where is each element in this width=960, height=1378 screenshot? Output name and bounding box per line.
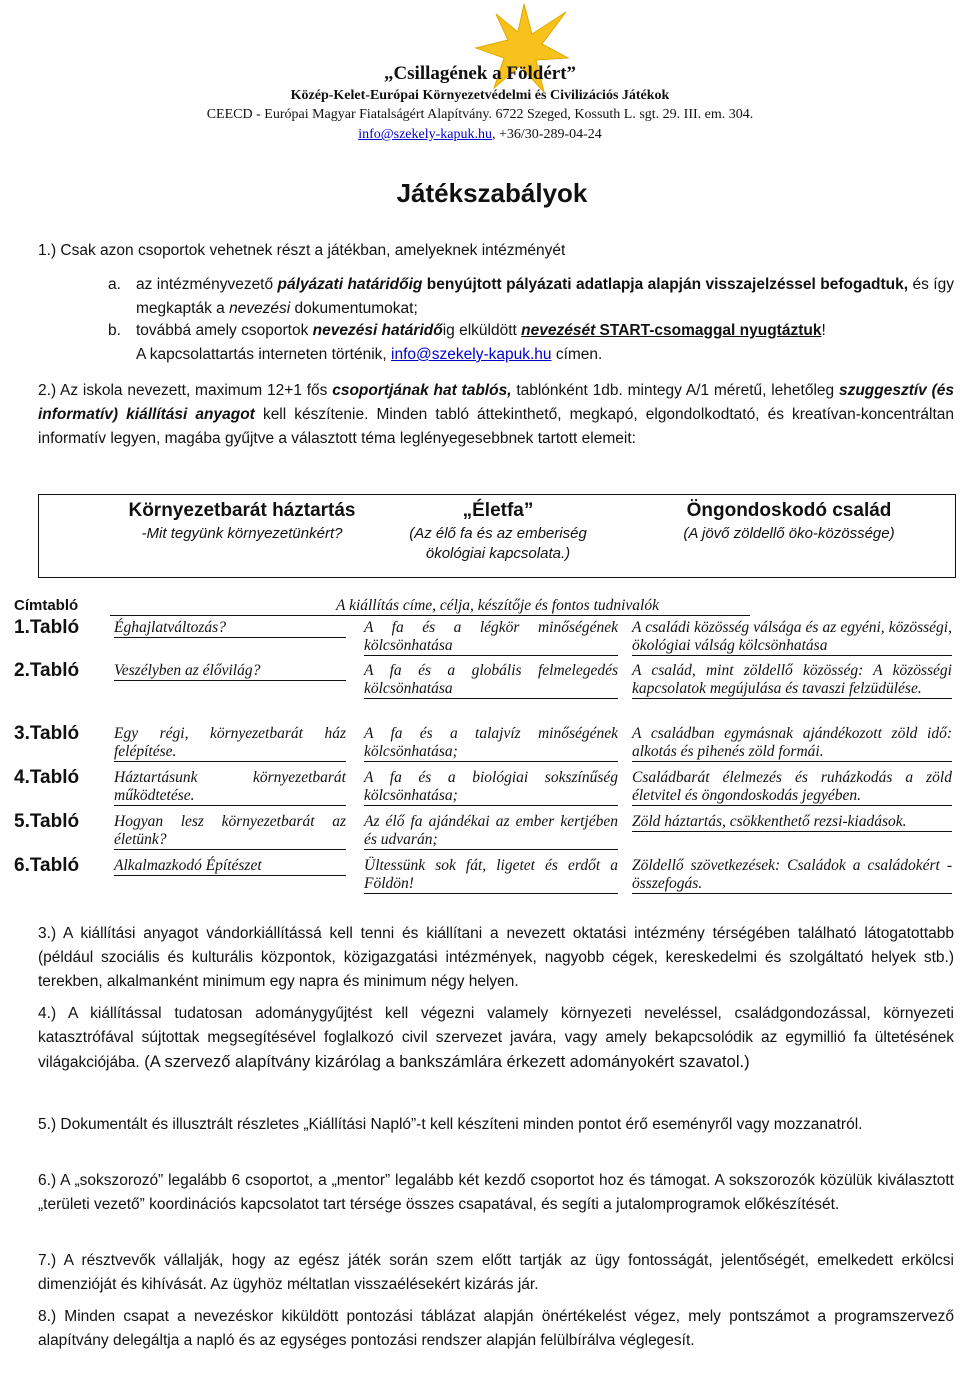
theme-3-title: Öngondoskodó család <box>686 500 892 521</box>
org-address: CEECD - Európai Magyar Fiatalságért Alapítvány. 6722 Szeged, Kossuth L. sgt. 29. III. em. 304. <box>206 107 754 122</box>
rule-1a-label: a. <box>108 276 121 293</box>
table-cell-fa: Ültessünk sok fát, ligetet és erdőt a Földön! <box>364 857 618 892</box>
rule-6: 6.) A „sokszorozó” legalább 6 csoportot, a „mentor” legalább két kezdő csoportot hoz és támogat. A sokszorozók közülük kiválasztott „területi vezető” koordinációs kapcsolatot tart térsége összes csapatával, és segíti a jutalomprogramok előkészítését. <box>38 1172 954 1213</box>
table-row-label: 5.Tabló <box>14 811 80 832</box>
rule-1a-text: az intézményvezető pályázati határidőig benyújtott pályázati adatlapja alapján visszajelzéssel befogadtuk, és így megkapták a nevezési dokumentumokat; <box>136 276 954 317</box>
table-row-label: 6.Tabló <box>14 855 80 876</box>
table-cell-csalad: A családban egymásnak ajándékozott zöld idő: alkotás és pihenés zöld formái. <box>632 725 952 760</box>
table-cell-title: Egy régi, környezetbarát ház felépítése. <box>114 725 346 760</box>
table-cell-fa: A fa és a talajvíz minőségének kölcsönhatása; <box>364 725 618 760</box>
theme-1-title: Környezetbarát háztartás <box>128 500 356 521</box>
table-cell-fa: Az élő fa ajándékai az ember kertjében és udvarán; <box>364 813 618 848</box>
table-row-label: 4.Tabló <box>14 767 80 788</box>
rule-7: 7.) A résztvevők vállalják, hogy az egész játék során szem előtt tartják az ügy fontosságát, jelentőségét, emelkedett erkölcsi dimenzióját és kihívását. Az ügyhöz méltatlan visszaélésekért kizárás jár. <box>38 1252 954 1293</box>
theme-2-subtitle: (Az élő fa és az emberiség ökológiai kapcsolata.) <box>409 525 587 562</box>
rule-2: 2.) Az iskola nevezett, maximum 12+1 fős csoportjának hat tablós, tablónként 1db. mintegy A/1 méretű, lehetőleg szuggesztív (és informatív) kiállítási anyagot kell készítenie. Minden tabló áttekinthető, megkapó, elgondolkodtató, és kreatívan-koncentráltan informatív legyen, magába gyűjtve a választott téma leglényegesebbnek tartott elemeit: <box>38 382 955 447</box>
table-cell-csalad: Zöldellő szövetkezések: Családok a családokért - összefogás. <box>632 857 952 892</box>
table-cell-csalad: A család, mint zöldellő közösség: A közösségi kapcsolatok megújulása és tavaszi felzüdülése. <box>632 662 952 697</box>
table-row-label: 1.Tabló <box>14 617 80 638</box>
table-row-label: 3.Tabló <box>14 723 80 744</box>
page-title: Játékszabályok <box>396 178 588 208</box>
theme-1 <box>108 498 376 544</box>
table-cell-fa: A fa és a biológiai sokszínűség kölcsönhatása; <box>364 769 618 804</box>
rule-8: 8.) Minden csapat a nevezéskor kiküldött pontozási táblázat alapján önértékelést végez, mely pontszámot a programszervező alapítvány delegáltja a napló és az egységes pontozási rendszer alapján felülbírálva véglegesít. <box>38 1308 954 1349</box>
rule-1-text: ) Csak azon csoportok vehetnek részt a játékban, amelyeknek intézményét <box>50 242 566 259</box>
rule-3: 3.) A kiállítási anyagot vándorkiállítássá kell tenni és kiállítani a nevezett oktatási intézmény térségében található látogatottabb (például szociális és kulturális központok, közigazgatási intézmények, nagyobb cégek, kereskedelmi és szolgáltató helyek stb.) terekben, alkalmanként minimum egy napra és minimum négy helyen. <box>38 925 954 990</box>
header-phone: , +36/30-289-04-24 <box>492 127 602 142</box>
theme-3 <box>626 498 952 544</box>
table-cell-fa: A fa és a légkör minőségének kölcsönhatása <box>364 619 618 654</box>
theme-3-subtitle: (A jövő zöldellő öko-közössége) <box>683 525 895 542</box>
table-cell-csalad: Zöld háztartás, csökkenthető rezsi-kiadások. <box>632 813 952 832</box>
table-col1-header: Címtabló <box>14 597 79 614</box>
rule-4: 4.) A kiállítással tudatosan adománygyűjtést kell végezni valamely környezeti neveléssel, családgondozással, környezeti katasztrófával sújtottak megsegítésével foglalkozó civil szervezet javára, vagy amely bekapcsolódik az egymillió fa ültetésének világakciójába. (A szervező alapítvány kizárólag a bankszámlára érkezett adományokért szavatol.) <box>38 1005 954 1071</box>
rule-5: 5.) Dokumentált és illusztrált részletes „Kiállítási Napló”-t kell készíteni minden pontot érő eseményről vagy mozzanatról. <box>38 1116 863 1133</box>
contact-line <box>0 127 960 143</box>
table-row-label: 2.Tabló <box>14 660 80 681</box>
table-cell-csalad: Családbarát élelmezés és ruházkodás a zöld életvitel és öngondoskodás jegyében. <box>632 769 952 804</box>
contact-email-link[interactable]: info@szekely-kapuk.hu <box>391 346 552 363</box>
header-email-link[interactable]: info@szekely-kapuk.hu <box>358 127 493 142</box>
table-cell-title: Éghajlatváltozás? <box>114 619 346 638</box>
theme-2-title: „Életfa” <box>462 500 534 521</box>
table-header-rule <box>110 615 750 616</box>
theme-1-subtitle: -Mit tegyünk környezetünkért? <box>141 525 343 542</box>
rule-1b-contact: A kapcsolattartás interneten történik, info@szekely-kapuk.hu címen. <box>136 346 603 363</box>
table-cell-title: Háztartásunk környezetbarát működtetése. <box>114 769 346 804</box>
table-cell-title: Hogyan lesz környezetbarát az életünk? <box>114 813 346 848</box>
rule-1 <box>38 239 565 263</box>
rule-1b-label: b. <box>108 322 121 339</box>
table-cell-title: Veszélyben az élővilág? <box>114 662 346 681</box>
table-cell-csalad: A családi közösség válsága és az egyéni, közösségi, ökológiai válság kölcsönhatása <box>632 619 952 654</box>
table-cell-fa: A fa és a globális felmelegedés kölcsönhatása <box>364 662 618 697</box>
org-title: „Csillagének a Földért” <box>383 63 577 84</box>
org-subtitle: Közép-Kelet-Európai Környezetvédelmi és Civilizációs Játékok <box>290 88 670 103</box>
theme-2 <box>378 498 618 564</box>
rule-1-number: 1. <box>38 242 51 259</box>
rule-1b-text: továbbá amely csoportok nevezési határidőig elküldött nevezését START-csomaggal nyugtáztuk! <box>136 322 826 339</box>
table-header: A kiállítás címe, célja, készítője és fontos tudnivalók <box>336 597 659 614</box>
table-cell-title: Alkalmazkodó Építészet <box>114 857 346 876</box>
